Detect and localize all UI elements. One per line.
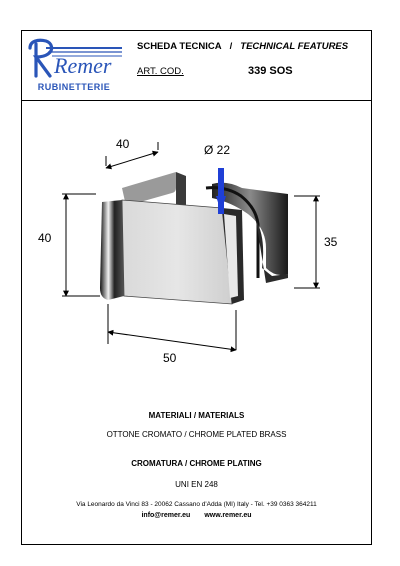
remer-logo xyxy=(26,36,126,96)
product-technical-drawing xyxy=(26,128,366,378)
company-contacts xyxy=(21,512,372,519)
dim-right-height-label: 35 xyxy=(324,235,338,249)
title-separator: / xyxy=(229,41,233,52)
company-address: Via Leonardo da Vinci 83 - 20062 Cassano d'Adda (MI) Italy - Tel. +39 0363 364211 xyxy=(76,501,317,508)
dim-top-width-line xyxy=(106,152,158,168)
materials-title: MATERIALI / MATERIALS xyxy=(148,411,245,420)
shower-holder-illustration xyxy=(100,168,288,304)
remer-logo-mark xyxy=(26,36,126,82)
company-email[interactable]: info@remer.eu xyxy=(141,512,191,519)
logo-wordmark: Remer xyxy=(54,53,112,78)
title-english: TECHNICAL FEATURES xyxy=(240,41,349,52)
plating-title: CROMATURA / CHROME PLATING xyxy=(131,459,262,468)
article-code-value: 339 SOS xyxy=(248,65,293,77)
materials-value: OTTONE CROMATO / CHROME PLATED BRASS xyxy=(106,430,287,439)
holder-left-face xyxy=(100,200,124,300)
company-website[interactable]: www.remer.eu xyxy=(204,512,252,519)
header-divider xyxy=(21,100,372,101)
dim-diameter-label: Ø 22 xyxy=(204,143,231,157)
brand-subtitle: RUBINETTERIE xyxy=(37,82,111,92)
title-italian: SCHEDA TECNICA xyxy=(137,41,222,52)
sheet-title xyxy=(137,41,348,52)
dim-bottom-width-label: 50 xyxy=(163,351,177,365)
dim-top-width-label: 40 xyxy=(116,137,130,151)
dim-bottom-width-line xyxy=(108,332,236,350)
dim-left-height-label: 40 xyxy=(38,231,52,245)
holder-top-inner-face xyxy=(176,172,186,208)
plating-standard: UNI EN 248 xyxy=(175,480,218,489)
holder-front-face xyxy=(122,200,232,304)
article-code-label: ART. COD. xyxy=(137,66,184,77)
